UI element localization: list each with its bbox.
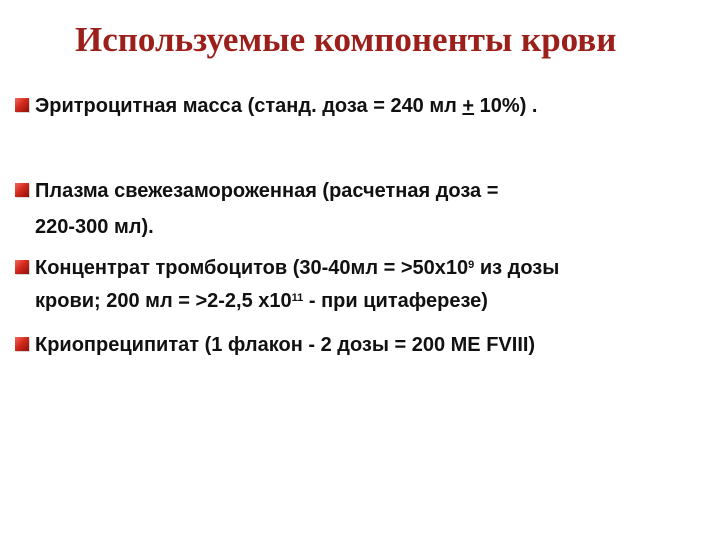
- item-cryoprecipitate: Криопреципитат (1 флакон - 2 дозы = 200 МЕ FVIII): [35, 334, 536, 356]
- item-plasma-line2: 220-300 мл).: [35, 216, 154, 238]
- bullet-marker-icon: [15, 260, 29, 274]
- plus-minus-sign: +: [462, 95, 475, 117]
- item-erythrocyte-text: Эритроцитная масса (станд. доза = 240 мл: [35, 95, 463, 117]
- platelet-text-2: крови; 200 мл = >2-2,5 х10: [35, 290, 292, 312]
- platelet-exponent-2: 11: [291, 292, 304, 304]
- item-platelet-line2: [35, 289, 488, 313]
- item-plasma-line1: Плазма свежезамороженная (расчетная доза =: [35, 180, 499, 202]
- platelet-text-end: из дозы: [474, 257, 560, 279]
- bullet-marker-icon: [15, 337, 29, 351]
- platelet-exponent: 9: [468, 259, 475, 271]
- item-platelet-line1: [35, 256, 559, 280]
- item-erythrocyte-text-end: 10%) .: [474, 95, 538, 117]
- item-erythrocyte-mass: [35, 94, 537, 118]
- slide-title: Используемые компоненты крови: [75, 20, 617, 59]
- platelet-text-2-end: - при цитаферезе): [303, 290, 488, 312]
- bullet-marker-icon: [15, 183, 29, 197]
- platelet-text: Концентрат тромбоцитов (30-40мл = >50х10: [35, 257, 469, 279]
- bullet-marker-icon: [15, 98, 29, 112]
